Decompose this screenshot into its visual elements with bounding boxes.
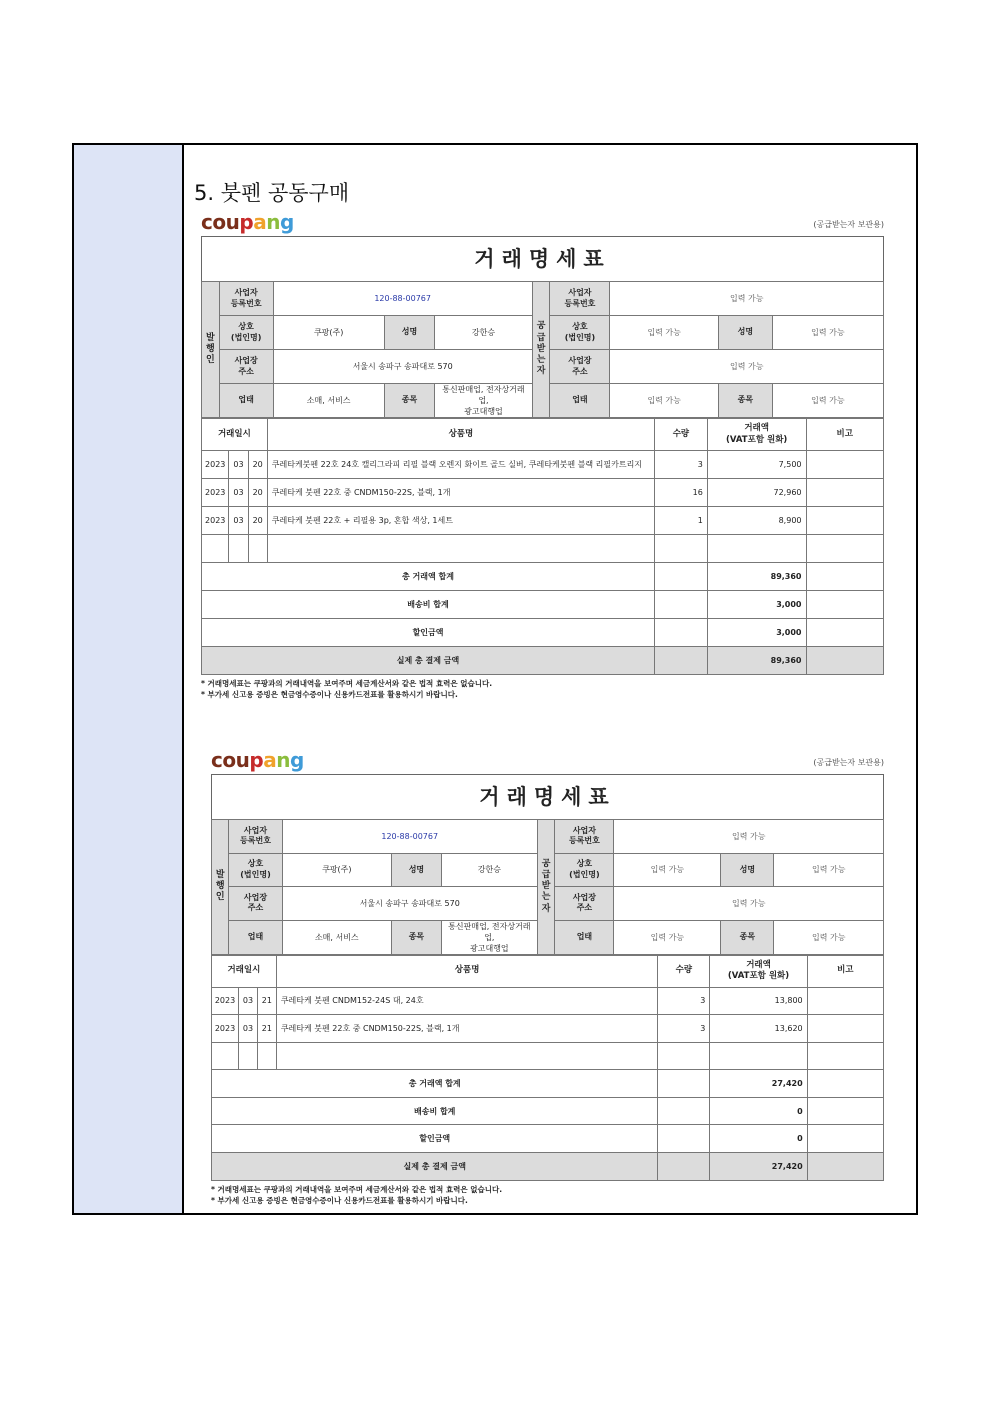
issuer-name: 강한승: [441, 853, 537, 887]
row-month: 03: [229, 507, 248, 535]
row-note: [806, 535, 884, 563]
header-date: 거래일시: [212, 955, 277, 987]
issuer-biztype-label: 업태: [219, 384, 273, 418]
receiver-biztype-label: 업태: [555, 920, 614, 954]
receiver-reg-label: 사업자 등록번호: [555, 820, 614, 854]
row-year: 2023: [202, 451, 229, 479]
total-value: 3,000: [707, 591, 806, 619]
party-info-table: [211, 819, 884, 955]
receiver-bizitem-label: 종목: [718, 384, 772, 418]
footnote-line: * 거래명세표는 쿠팡과의 거래내역을 보여주며 세금계산서와 같은 법적 효력은 없습니다.: [201, 679, 493, 688]
row-year: [212, 1042, 239, 1070]
row-note: [807, 1015, 883, 1043]
coupang-logo: coupang: [211, 748, 304, 772]
total-value: 27,420: [710, 1070, 807, 1098]
total-note-empty: [807, 1125, 883, 1153]
row-note: [806, 479, 884, 507]
row-day: 20: [248, 479, 267, 507]
header-amount: 거래액 (VAT포함 원화): [710, 955, 807, 987]
total-row: [212, 1125, 884, 1153]
table-row: [202, 479, 884, 507]
row-product: 쿠레타케 붓펜 CNDM152-24S 대, 24호: [276, 987, 658, 1015]
issuer-reg-label: 사업자 등록번호: [229, 820, 282, 854]
total-value: 89,360: [707, 647, 806, 675]
issuer-reg-label: 사업자 등록번호: [219, 282, 273, 316]
total-label: 배송비 합계: [202, 591, 655, 619]
receiver-bizitem-label: 종목: [721, 920, 774, 954]
left-column: [74, 145, 184, 1213]
footnote-line: * 부가세 신고용 증빙은 현금영수증이나 신용카드전표를 활용하시기 바랍니다.: [201, 690, 458, 699]
receiver-address-label: 사업장 주소: [555, 887, 614, 921]
total-label: 실제 총 결제 금액: [212, 1153, 658, 1181]
row-product: [267, 535, 654, 563]
total-value: 3,000: [707, 619, 806, 647]
row-amount: 13,620: [710, 1015, 807, 1043]
row-product: 쿠레타케 붓펜 22호 + 리필용 3p, 혼합 색상, 1세트: [267, 507, 654, 535]
receipt-header: [201, 210, 884, 236]
receiver-bizitem: 입력 가능: [772, 384, 883, 418]
row-product: 쿠레타케 붓펜 22호 중 CNDM150-22S, 블랙, 1개: [267, 479, 654, 507]
header-amount: 거래액 (VAT포함 원화): [707, 419, 806, 451]
total-qty-empty: [658, 1125, 710, 1153]
total-qty-empty: [655, 647, 708, 675]
total-note-empty: [807, 1070, 883, 1098]
transaction-statement: [211, 748, 884, 1206]
row-year: [202, 535, 229, 563]
row-amount: [707, 535, 806, 563]
receiver-address-label: 사업장 주소: [550, 350, 610, 384]
issuer-side-label: 발 행 인: [212, 820, 229, 955]
table-row: [202, 451, 884, 479]
row-note: [807, 987, 883, 1015]
total-label: 총 거래액 합계: [202, 563, 655, 591]
header-date: 거래일시: [202, 419, 268, 451]
total-note-empty: [806, 563, 884, 591]
total-value: 0: [710, 1125, 807, 1153]
copy-note: (공급받는자 보관용): [813, 220, 884, 229]
total-label: 할인금액: [202, 619, 655, 647]
receiver-company-label: 상호 (법인명): [550, 316, 610, 350]
row-month: 03: [229, 451, 248, 479]
items-header-row: [212, 955, 884, 987]
issuer-bizitem: 통신판매업, 전자상거래업, 광고대행업: [435, 384, 533, 418]
issuer-reg-no: 120-88-00767: [273, 282, 532, 316]
row-amount: [710, 1042, 807, 1070]
row-month: 03: [239, 987, 258, 1015]
grand-total-row: [202, 647, 884, 675]
party-info-table: [201, 281, 884, 418]
total-qty-empty: [658, 1097, 710, 1125]
receiver-reg-no: 입력 가능: [610, 282, 884, 316]
issuer-name-label: 성명: [384, 316, 434, 350]
total-value: 89,360: [707, 563, 806, 591]
row-year: 2023: [202, 507, 229, 535]
issuer-company-label: 상호 (법인명): [229, 853, 282, 887]
receiver-bizitem: 입력 가능: [774, 920, 884, 954]
receiver-address: 입력 가능: [610, 350, 884, 384]
total-value: 0: [710, 1097, 807, 1125]
total-label: 배송비 합계: [212, 1097, 658, 1125]
header-qty: 수량: [658, 955, 710, 987]
row-day: 21: [257, 987, 276, 1015]
row-note: [807, 1042, 883, 1070]
total-qty-empty: [658, 1153, 710, 1181]
issuer-side-label: 발 행 인: [202, 282, 220, 418]
issuer-reg-no: 120-88-00767: [282, 820, 537, 854]
row-note: [806, 507, 884, 535]
issuer-biztype-label: 업태: [229, 920, 282, 954]
row-amount: 13,800: [710, 987, 807, 1015]
issuer-biztype: 소매, 서비스: [282, 920, 392, 954]
row-amount: 8,900: [707, 507, 806, 535]
items-header-row: [202, 419, 884, 451]
row-product: [276, 1042, 658, 1070]
header-product: 상품명: [276, 955, 658, 987]
total-row: [212, 1097, 884, 1125]
header-product: 상품명: [267, 419, 654, 451]
row-day: [257, 1042, 276, 1070]
issuer-company-label: 상호 (법인명): [219, 316, 273, 350]
total-label: 할인금액: [212, 1125, 658, 1153]
header-note: 비고: [807, 955, 883, 987]
row-qty: 3: [655, 451, 708, 479]
row-month: [239, 1042, 258, 1070]
items-table: [201, 418, 884, 675]
row-amount: 7,500: [707, 451, 806, 479]
issuer-address: 서울시 송파구 송파대로 570: [282, 887, 537, 921]
receiver-biztype: 입력 가능: [610, 384, 718, 418]
issuer-address-label: 사업장 주소: [229, 887, 282, 921]
issuer-company: 쿠팡(주): [273, 316, 384, 350]
total-qty-empty: [655, 619, 708, 647]
footnote: [211, 1184, 884, 1206]
receipt-header: [211, 748, 884, 774]
issuer-address: 서울시 송파구 송파대로 570: [273, 350, 532, 384]
header-qty: 수량: [655, 419, 708, 451]
coupang-logo: coupang: [201, 210, 294, 234]
issuer-bizitem-label: 종목: [384, 384, 434, 418]
footnote: [201, 678, 884, 700]
issuer-name-label: 성명: [392, 853, 442, 887]
total-row: [202, 591, 884, 619]
total-row: [202, 563, 884, 591]
table-row: [212, 1042, 884, 1070]
total-note-empty: [807, 1097, 883, 1125]
table-row: [202, 535, 884, 563]
row-qty: 1: [655, 507, 708, 535]
total-row: [212, 1070, 884, 1098]
receiver-name: 입력 가능: [772, 316, 883, 350]
issuer-company: 쿠팡(주): [282, 853, 392, 887]
total-note-empty: [806, 619, 884, 647]
receiver-side-label: 공 급 받 는 자: [537, 820, 554, 955]
row-year: 2023: [212, 1015, 239, 1043]
statement-title: 거래명세표: [211, 774, 884, 819]
receiver-reg-no: 입력 가능: [614, 820, 884, 854]
total-qty-empty: [655, 563, 708, 591]
receiver-name: 입력 가능: [774, 853, 884, 887]
issuer-name: 강한승: [435, 316, 533, 350]
footnote-line: * 거래명세표는 쿠팡과의 거래내역을 보여주며 세금계산서와 같은 법적 효력은 없습니다.: [211, 1184, 503, 1194]
transaction-statement: [201, 210, 884, 700]
grand-total-row: [212, 1153, 884, 1181]
row-qty: 3: [658, 987, 710, 1015]
items-table: [211, 955, 884, 1181]
issuer-bizitem-label: 종목: [392, 920, 442, 954]
row-year: 2023: [212, 987, 239, 1015]
issuer-biztype: 소매, 서비스: [273, 384, 384, 418]
row-month: 03: [229, 479, 248, 507]
section-title: 5. 붓펜 공동구매: [194, 181, 350, 205]
receiver-biztype-label: 업태: [550, 384, 610, 418]
issuer-address-label: 사업장 주소: [219, 350, 273, 384]
receiver-biztype: 입력 가능: [614, 920, 721, 954]
receiver-side-label: 공 급 받 는 자: [532, 282, 550, 418]
row-qty: [655, 535, 708, 563]
row-day: 20: [248, 451, 267, 479]
table-row: [212, 987, 884, 1015]
total-qty-empty: [658, 1070, 710, 1098]
total-note-empty: [806, 647, 884, 675]
issuer-bizitem: 통신판매업, 전자상거래업, 광고대행업: [441, 920, 537, 954]
copy-note: (공급받는자 보관용): [813, 758, 884, 767]
row-day: 20: [248, 507, 267, 535]
total-row: [202, 619, 884, 647]
total-note-empty: [806, 591, 884, 619]
receiver-company: 입력 가능: [614, 853, 721, 887]
table-row: [202, 507, 884, 535]
footnote-line: * 부가세 신고용 증빙은 현금영수증이나 신용카드전표를 활용하시기 바랍니다.: [211, 1195, 468, 1205]
receiver-company-label: 상호 (법인명): [555, 853, 614, 887]
receiver-name-label: 성명: [721, 853, 774, 887]
receiver-address: 입력 가능: [614, 887, 884, 921]
receiver-reg-label: 사업자 등록번호: [550, 282, 610, 316]
row-day: 21: [257, 1015, 276, 1043]
row-year: 2023: [202, 479, 229, 507]
row-qty: 16: [655, 479, 708, 507]
receiver-company: 입력 가능: [610, 316, 718, 350]
row-product: 쿠레타케 붓펜 22호 중 CNDM150-22S, 블랙, 1개: [276, 1015, 658, 1043]
row-month: [229, 535, 248, 563]
row-qty: 3: [658, 1015, 710, 1043]
row-day: [248, 535, 267, 563]
row-month: 03: [239, 1015, 258, 1043]
row-amount: 72,960: [707, 479, 806, 507]
total-qty-empty: [655, 591, 708, 619]
table-row: [212, 1015, 884, 1043]
total-label: 실제 총 결제 금액: [202, 647, 655, 675]
receiver-name-label: 성명: [718, 316, 772, 350]
row-note: [806, 451, 884, 479]
total-note-empty: [807, 1153, 883, 1181]
statement-title: 거래명세표: [201, 236, 884, 281]
header-note: 비고: [806, 419, 884, 451]
total-label: 총 거래액 합계: [212, 1070, 658, 1098]
total-value: 27,420: [710, 1153, 807, 1181]
row-product: 쿠레타케붓펜 22호 24호 캘리그라피 리필 블랙 오렌지 화이트 골드 실버, 쿠레타케붓펜 블랙 리필카트리지: [267, 451, 654, 479]
row-qty: [658, 1042, 710, 1070]
